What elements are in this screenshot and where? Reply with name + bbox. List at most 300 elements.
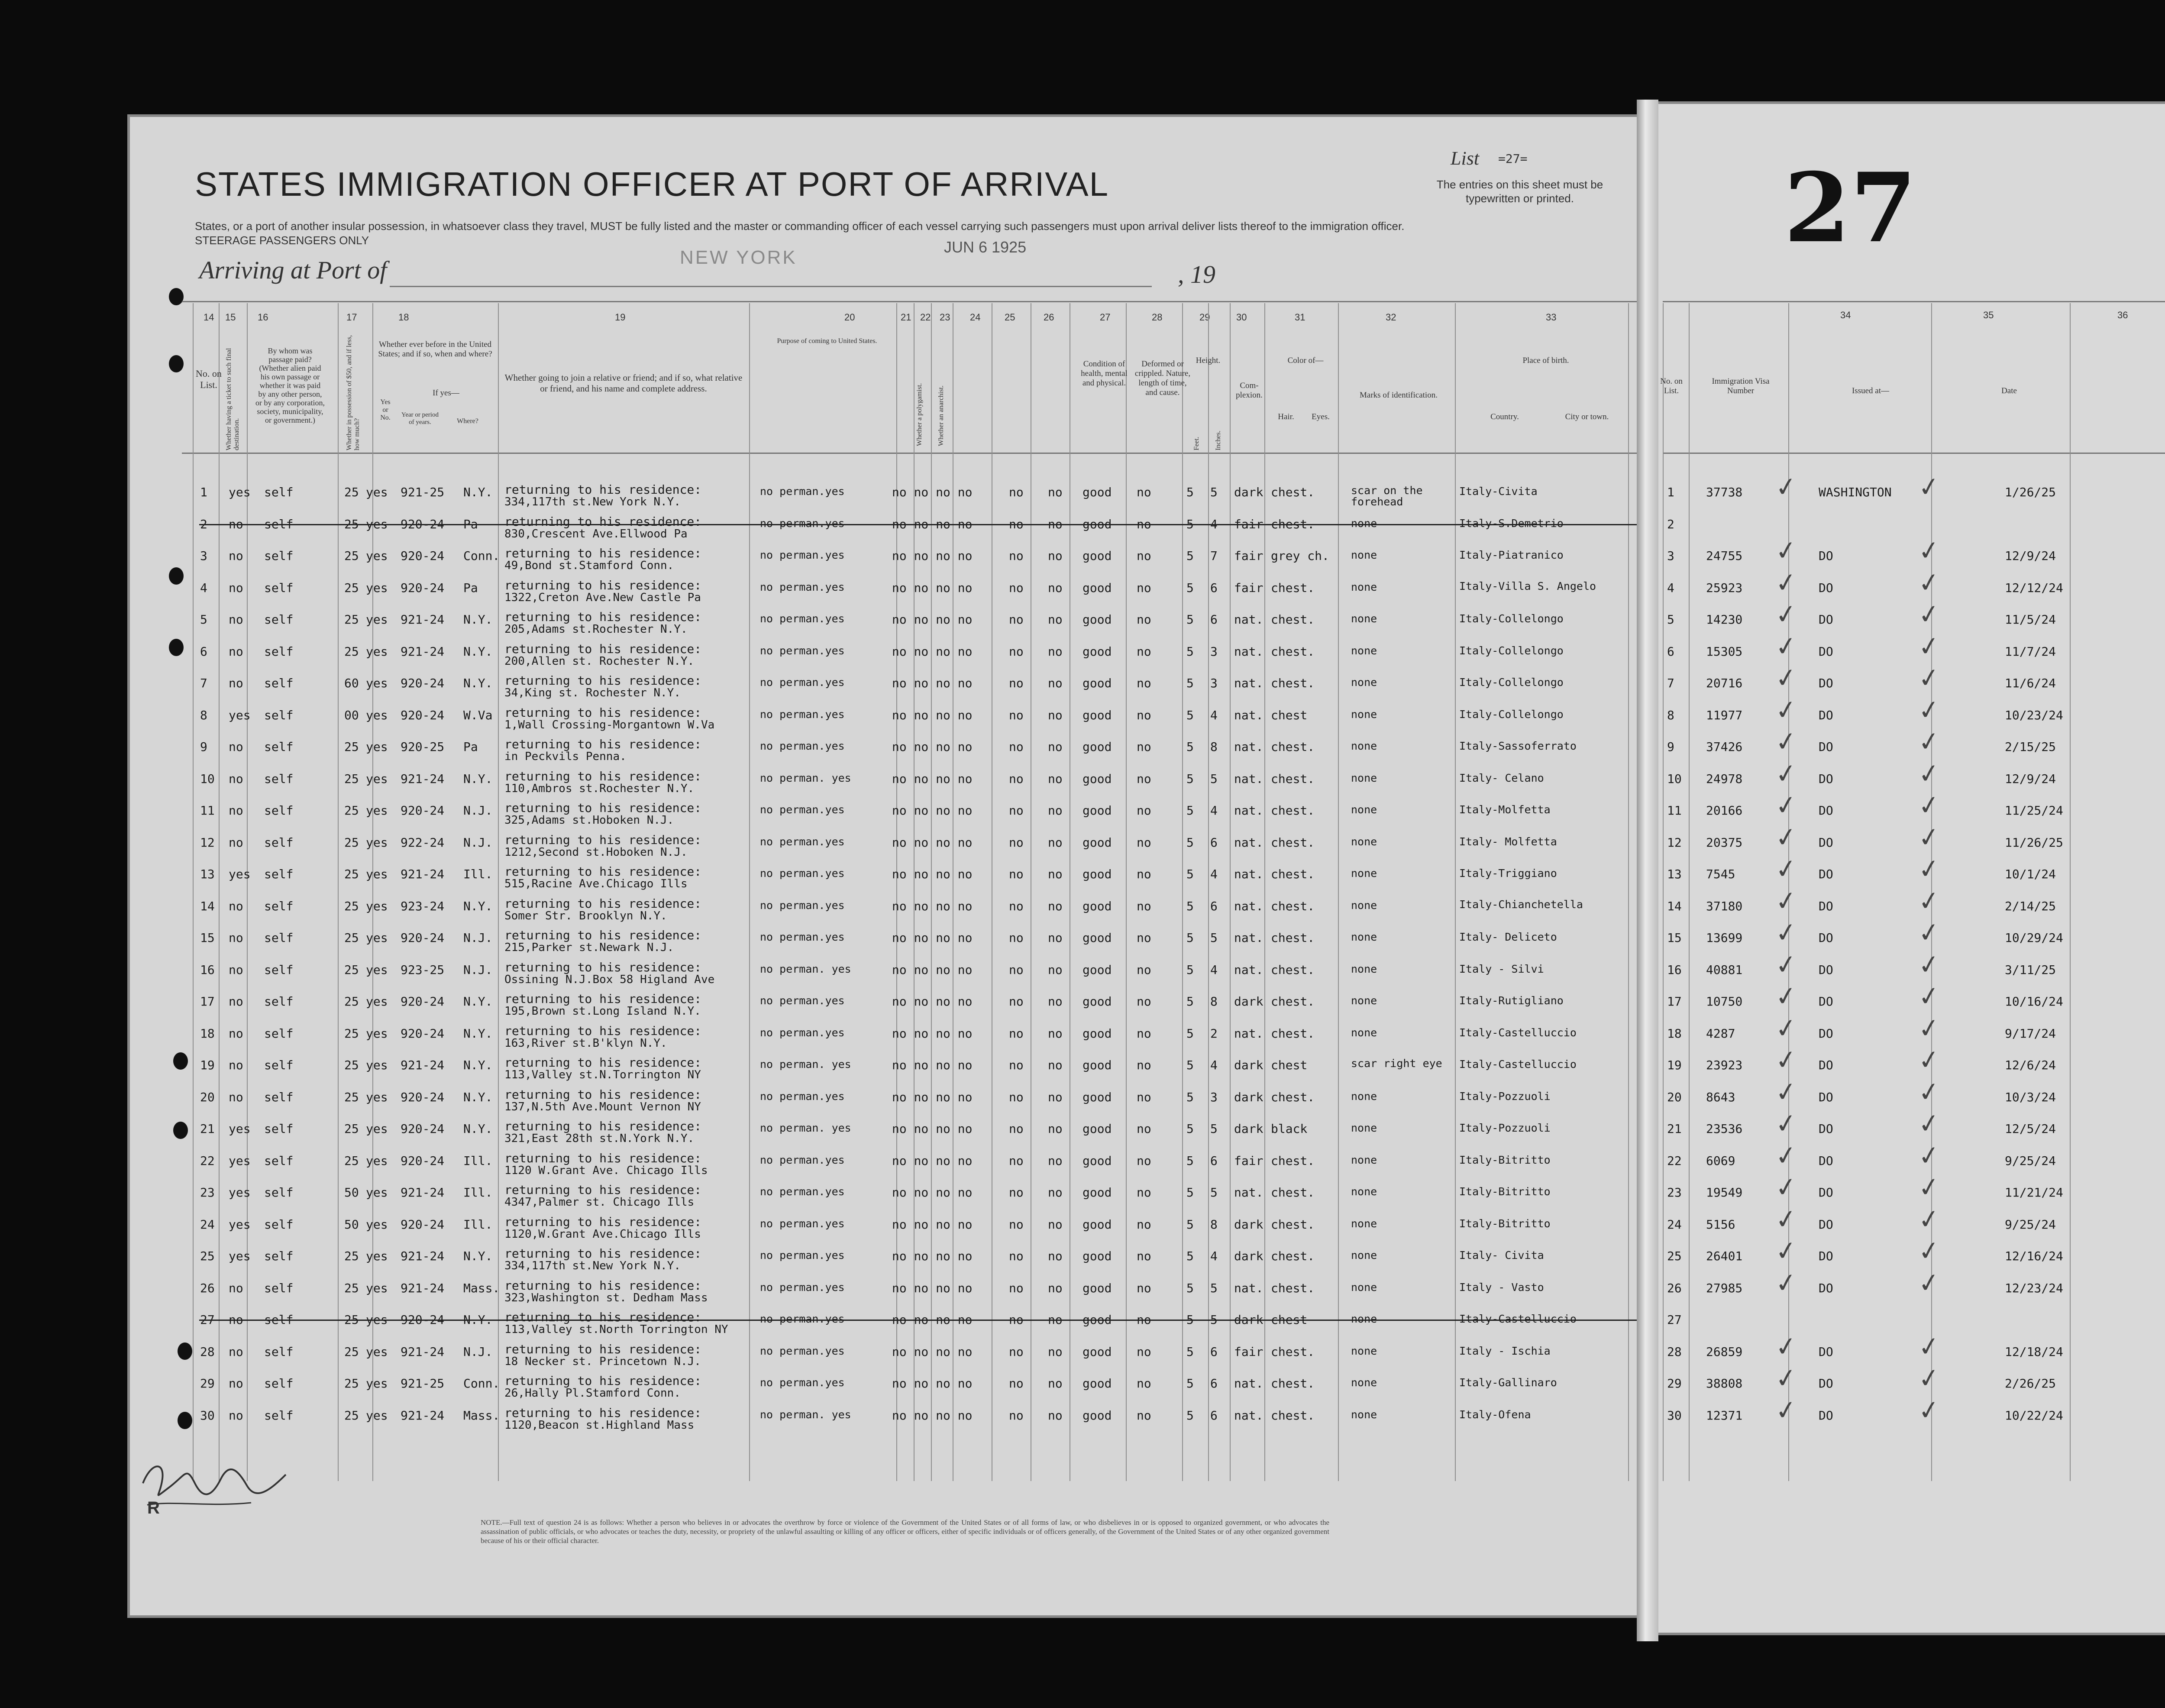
cell-c25: no	[1009, 1122, 1024, 1136]
cell-where: N.Y.	[463, 1026, 493, 1041]
cell-birth: Italy- Deliceto	[1459, 931, 1557, 943]
check-mark-icon: ✓	[1916, 1266, 1942, 1300]
check-mark-icon: ✓	[1916, 980, 1942, 1013]
cell-years: 921-24	[401, 1345, 445, 1359]
cell-c25: no	[1009, 835, 1024, 850]
cell-visa: 24755	[1706, 549, 1743, 563]
cell-years: 922-24	[401, 835, 445, 850]
cell-inches: 6	[1210, 1376, 1218, 1391]
cell-issued: DO	[1819, 1026, 1833, 1041]
cell-before: yes	[366, 1217, 388, 1232]
address-line-1: returning to his residence:	[504, 992, 702, 1006]
cell-money: 25	[344, 1026, 359, 1041]
check-mark-icon: ✓	[1773, 1139, 1799, 1173]
cell-birth: Italy- Civita	[1459, 1249, 1544, 1262]
cell-marks: none	[1351, 931, 1377, 943]
header-rule-right	[1663, 301, 2165, 302]
cell-rn: 27	[1667, 1313, 1682, 1327]
entries-note: The entries on this sheet must be typewritten or printed.	[1436, 178, 1603, 205]
cell-money: 25	[344, 772, 359, 786]
cell-health: good	[1082, 1090, 1112, 1104]
cell-paid: self	[264, 485, 294, 499]
cell-health: good	[1082, 803, 1112, 818]
address-line-2: 1,Wall Crossing-Morgantown W.Va	[504, 718, 715, 731]
cell-birth: Italy-Castelluccio	[1459, 1026, 1577, 1039]
header-date: Date	[2001, 386, 2017, 395]
cell-inches: 6	[1210, 899, 1218, 913]
cell-feet: 5	[1186, 835, 1194, 850]
cell-money: 50	[344, 1185, 359, 1200]
address-line-2: 26,Hally Pl.Stamford Conn.	[504, 1387, 681, 1400]
cell-deformed: no	[1137, 1313, 1151, 1327]
cell-inches: 6	[1210, 835, 1218, 850]
cell-birth: Italy-Collelongo	[1459, 676, 1564, 689]
cell-years: 921-24	[401, 1281, 445, 1295]
cell-c26: no	[1048, 1408, 1063, 1423]
address-line-1: returning to his residence:	[504, 1055, 702, 1070]
cell-purpose: no perman.yes	[760, 581, 845, 593]
address-line-1: returning to his residence:	[504, 1119, 702, 1133]
cell-before: yes	[366, 1122, 388, 1136]
cell-purpose: no perman.yes	[760, 994, 845, 1007]
page-subtitle: States, or a port of another insular possession, in whatsoever class they travel, MUST be fully listed and the master or commanding officer of each vessel carrying such passengers must upon arrival deliver lists thereof to the immigration officer.	[195, 220, 1405, 233]
check-mark-icon: ✓	[1773, 1362, 1799, 1395]
cell-n: 15	[200, 931, 215, 945]
cell-c26: no	[1048, 772, 1063, 786]
cell-complexion: fair	[1234, 517, 1263, 531]
address-line-2: 205,Adams st.Rochester N.Y.	[504, 623, 688, 636]
cell-feet: 5	[1186, 612, 1194, 627]
address-line-2: 18 Necker st. Princetown N.J.	[504, 1355, 701, 1368]
cell-complexion: nat.	[1234, 1376, 1263, 1391]
table-row	[0, 821, 2165, 867]
cell-feet: 5	[1186, 1026, 1194, 1041]
address-line-2: 1212,Second st.Hoboken N.J.	[504, 846, 688, 859]
cell-purpose: no perman.yes	[760, 1185, 845, 1198]
address-line-1: returning to his residence:	[504, 482, 702, 497]
cell-n: 19	[200, 1058, 215, 1072]
cell-date: 11/6/24	[2005, 676, 2056, 690]
cell-c25: no	[1009, 1185, 1024, 1200]
footnote: NOTE.—Full text of question 24 is as follows: Whether a person who believes in or advocates the overthrow by force or violence of the Government of the United States or of all forms of law, or who disbelieves in or is opposed to organized government, or who advocates the assassination of public officials, or who advocates or teaches the duty, necessity, or propriety of the unlawful assaulting or killing of any officer or officers, either of specific individuals or of officers generally, of the Government of the United States or of any other organized government because of his or their official character.	[481, 1518, 1329, 1545]
cell-n: 11	[200, 803, 215, 818]
cell-paid: self	[264, 803, 294, 818]
address-line-2: 323,Washington st. Dedham Mass	[504, 1291, 708, 1304]
cell-date: 9/25/24	[2005, 1217, 2056, 1232]
cell-inches: 4	[1210, 708, 1218, 722]
cell-years: 921-25	[401, 1376, 445, 1391]
cell-c26: no	[1048, 1058, 1063, 1072]
cell-before: yes	[366, 1058, 388, 1072]
cell-purpose: no perman.yes	[760, 1376, 845, 1389]
table-row	[0, 514, 2165, 548]
cell-rn: 8	[1667, 708, 1674, 722]
cell-feet: 5	[1186, 994, 1194, 1009]
cell-c26: no	[1048, 1154, 1063, 1168]
cell-deformed: no	[1137, 1249, 1151, 1263]
cell-complexion: nat.	[1234, 867, 1263, 881]
table-row	[0, 757, 2165, 803]
cell-marks: scar right eye	[1351, 1057, 1442, 1070]
cell-feet: 5	[1186, 1185, 1194, 1200]
address-line-1: returning to his residence:	[504, 705, 702, 720]
cell-birth: Italy - Vasto	[1459, 1281, 1544, 1294]
cell-visa: 27985	[1706, 1281, 1743, 1295]
cell-before: yes	[366, 867, 388, 881]
cell-paid: self	[264, 517, 294, 531]
cell-purpose: no perman.yes	[760, 1026, 845, 1039]
punch-hole	[169, 355, 184, 372]
cell-hair-eyes: chest	[1271, 1313, 1308, 1327]
cell-issued: DO	[1819, 1281, 1833, 1295]
cell-date: 12/9/24	[2005, 772, 2056, 786]
cell-inches: 3	[1210, 1090, 1218, 1104]
cell-years: 923-25	[401, 963, 445, 977]
cell-c25: no	[1009, 1058, 1024, 1072]
cell-years: 920-25	[401, 740, 445, 754]
cell-where: N.Y.	[463, 772, 493, 786]
cell-before: yes	[366, 644, 388, 659]
cell-c26: no	[1048, 708, 1063, 722]
cell-feet: 5	[1186, 485, 1194, 499]
cell-years: 920-24	[401, 1122, 445, 1136]
cell-paid: self	[264, 835, 294, 850]
cell-n: 9	[200, 740, 207, 754]
cell-complexion: dark	[1234, 994, 1263, 1009]
cell-rn: 6	[1667, 644, 1674, 659]
cell-rn: 4	[1667, 581, 1674, 595]
cell-visa: 4287	[1706, 1026, 1735, 1041]
check-mark-icon: ✓	[1916, 725, 1942, 759]
cell-years: 920-24	[401, 803, 445, 818]
cell-inches: 6	[1210, 612, 1218, 627]
cell-n: 5	[200, 612, 207, 627]
cell-feet: 5	[1186, 1154, 1194, 1168]
cell-rn: 28	[1667, 1345, 1682, 1359]
cell-answers: no no no no	[892, 1090, 973, 1104]
cell-issued: DO	[1819, 1122, 1833, 1136]
cell-n: 14	[200, 899, 215, 913]
cell-c25: no	[1009, 1090, 1024, 1104]
check-mark-icon: ✓	[1773, 1107, 1799, 1141]
cell-date: 10/23/24	[2005, 708, 2063, 722]
cell-inches: 3	[1210, 676, 1218, 690]
cell-before: yes	[366, 581, 388, 595]
column-number: 25	[1005, 312, 1015, 323]
cell-complexion: nat.	[1234, 931, 1263, 945]
cell-complexion: nat.	[1234, 899, 1263, 913]
cell-c25: no	[1009, 931, 1024, 945]
cell-issued: DO	[1819, 1058, 1833, 1072]
cell-where: Pa	[463, 740, 478, 754]
cell-visa: 26859	[1706, 1345, 1743, 1359]
table-row	[0, 470, 2165, 516]
cell-paid: self	[264, 708, 294, 722]
cell-complexion: nat.	[1234, 676, 1263, 690]
header-city: City or town.	[1565, 412, 1609, 421]
check-mark-icon: ✓	[1916, 1203, 1942, 1236]
cell-health: good	[1082, 708, 1112, 722]
address-line-2: 215,Parker st.Newark N.J.	[504, 941, 674, 954]
cell-deformed: no	[1137, 612, 1151, 627]
address-line-1: returning to his residence:	[504, 896, 702, 911]
header-place-of-birth: Place of birth.	[1522, 356, 1569, 365]
cell-n: 26	[200, 1281, 215, 1295]
cell-birth: Italy-Civita	[1459, 485, 1538, 498]
cell-complexion: fair	[1234, 549, 1263, 563]
cell-c26: no	[1048, 1313, 1063, 1327]
cell-deformed: no	[1137, 1185, 1151, 1200]
cell-money: 25	[344, 1122, 359, 1136]
cell-c26: no	[1048, 1090, 1063, 1104]
cell-ticket: no	[229, 549, 243, 563]
cell-purpose: no perman.yes	[760, 549, 845, 561]
cell-money: 25	[344, 1249, 359, 1263]
cell-c25: no	[1009, 867, 1024, 881]
cell-hair-eyes: grey ch.	[1271, 549, 1329, 563]
list-value: =27=	[1498, 152, 1528, 166]
cell-years: 920-24	[401, 549, 445, 563]
cell-answers: no no no no	[892, 581, 973, 595]
cell-complexion: nat.	[1234, 612, 1263, 627]
cell-marks: none	[1351, 835, 1377, 848]
cell-answers: no no no no	[892, 963, 973, 977]
cell-c25: no	[1009, 676, 1024, 690]
cell-paid: self	[264, 899, 294, 913]
check-mark-icon: ✓	[1916, 661, 1942, 695]
cell-ticket: no	[229, 1058, 243, 1072]
cell-feet: 5	[1186, 644, 1194, 659]
cell-feet: 5	[1186, 1122, 1194, 1136]
cell-money: 25	[344, 1281, 359, 1295]
header-anarchist: Whether an anarchist.	[937, 385, 945, 446]
cell-before: yes	[366, 1408, 388, 1423]
cell-years: 920-24	[401, 1090, 445, 1104]
cell-money: 25	[344, 1408, 359, 1423]
cell-marks: none	[1351, 899, 1377, 912]
cell-feet: 5	[1186, 1249, 1194, 1263]
cell-health: good	[1082, 835, 1112, 850]
address-line-1: returning to his residence:	[504, 1374, 702, 1388]
cell-issued: DO	[1819, 899, 1833, 913]
cell-c25: no	[1009, 581, 1024, 595]
table-row	[0, 693, 2165, 739]
cell-health: good	[1082, 517, 1112, 531]
cell-marks: none	[1351, 1122, 1377, 1134]
cell-visa: 38808	[1706, 1376, 1743, 1391]
cell-deformed: no	[1137, 772, 1151, 786]
cell-visa: 20716	[1706, 676, 1743, 690]
cell-issued: DO	[1819, 1376, 1833, 1391]
cell-rn: 21	[1667, 1122, 1682, 1136]
cell-date: 10/3/24	[2005, 1090, 2056, 1104]
cell-answers: no no no no	[892, 835, 973, 850]
cell-date: 2/14/25	[2005, 899, 2056, 913]
cell-before: yes	[366, 1026, 388, 1041]
cell-years: 920-24	[401, 1217, 445, 1232]
cell-issued: DO	[1819, 612, 1833, 627]
cell-date: 11/21/24	[2005, 1185, 2063, 1200]
cell-c25: no	[1009, 1313, 1024, 1327]
cell-money: 25	[344, 1058, 359, 1072]
address-line-1: returning to his residence:	[504, 960, 702, 974]
cell-complexion: nat.	[1234, 644, 1263, 659]
cell-c25: no	[1009, 772, 1024, 786]
cell-paid: self	[264, 740, 294, 754]
cell-ticket: yes	[229, 1154, 251, 1168]
cell-where: Ill.	[463, 1154, 493, 1168]
table-row	[0, 1139, 2165, 1185]
check-mark-icon: ✓	[1916, 470, 1942, 504]
cell-marks: none	[1351, 1281, 1377, 1294]
cell-answers: no no no no	[892, 1281, 973, 1295]
cell-inches: 4	[1210, 1249, 1218, 1263]
cell-rn: 5	[1667, 612, 1674, 627]
cell-feet: 5	[1186, 1313, 1194, 1327]
check-mark-icon: ✓	[1773, 598, 1799, 631]
cell-issued: DO	[1819, 867, 1833, 881]
cell-before: yes	[366, 708, 388, 722]
cell-complexion: nat.	[1234, 1281, 1263, 1295]
cell-birth: Italy-Molfetta	[1459, 803, 1551, 816]
cell-inches: 5	[1210, 1313, 1218, 1327]
cell-issued: DO	[1819, 835, 1833, 850]
cell-rn: 3	[1667, 549, 1674, 563]
cell-purpose: no perman.yes	[760, 708, 845, 721]
check-mark-icon: ✓	[1773, 693, 1799, 727]
cell-money: 25	[344, 1345, 359, 1359]
cell-paid: self	[264, 1345, 294, 1359]
cell-n: 2	[200, 517, 207, 531]
cell-deformed: no	[1137, 1026, 1151, 1041]
cell-c26: no	[1048, 644, 1063, 659]
cell-money: 25	[344, 517, 359, 531]
column-number: 26	[1044, 312, 1054, 323]
cell-n: 10	[200, 772, 215, 786]
cell-ticket: no	[229, 1376, 243, 1391]
column-number: 33	[1546, 312, 1557, 323]
cell-c25: no	[1009, 963, 1024, 977]
cell-years: 921-24	[401, 1249, 445, 1263]
address-line-2: 515,Racine Ave.Chicago Ills	[504, 877, 688, 890]
check-mark-icon: ✓	[1773, 470, 1799, 504]
cell-health: good	[1082, 772, 1112, 786]
cell-money: 25	[344, 485, 359, 499]
cell-c26: no	[1048, 1345, 1063, 1359]
address-line-1: returning to his residence:	[504, 642, 702, 656]
cell-inches: 2	[1210, 1026, 1218, 1041]
cell-health: good	[1082, 899, 1112, 913]
address-line-2: 200,Allen st. Rochester N.Y.	[504, 655, 695, 668]
cell-c25: no	[1009, 1154, 1024, 1168]
cell-money: 25	[344, 931, 359, 945]
cell-hair-eyes: chest.	[1271, 581, 1315, 595]
cell-n: 4	[200, 581, 207, 595]
header-bottom-rule-right	[1663, 453, 2165, 454]
cell-n: 17	[200, 994, 215, 1009]
cell-answers: no no no no	[892, 517, 973, 531]
table-row	[0, 789, 2165, 835]
cell-birth: Italy-Sassoferrato	[1459, 740, 1577, 752]
cell-inches: 5	[1210, 485, 1218, 499]
cell-complexion: dark	[1234, 1122, 1263, 1136]
cell-years: 920-24	[401, 581, 445, 595]
cell-rn: 19	[1667, 1058, 1682, 1072]
cell-paid: self	[264, 1249, 294, 1263]
cell-years: 923-24	[401, 899, 445, 913]
cell-purpose: no perman. yes	[760, 772, 851, 784]
cell-hair-eyes: chest.	[1271, 676, 1315, 690]
cell-where: N.Y.	[463, 1058, 493, 1072]
column-number: 22	[920, 312, 931, 323]
cell-years: 920-24	[401, 1154, 445, 1168]
check-mark-icon: ✓	[1916, 789, 1942, 822]
table-row	[0, 884, 2165, 930]
address-line-2: 830,Crescent Ave.Ellwood Pa	[504, 527, 688, 540]
date-stamp: JUN 6 1925	[944, 238, 1027, 256]
cell-years: 921-25	[401, 485, 445, 499]
check-mark-icon: ✓	[1773, 630, 1799, 663]
cell-health: good	[1082, 1313, 1112, 1327]
cell-deformed: no	[1137, 1154, 1151, 1168]
cell-deformed: no	[1137, 676, 1151, 690]
list-label: List	[1451, 148, 1480, 169]
header-height: Height.	[1196, 356, 1221, 365]
cell-birth: Italy-Rutigliano	[1459, 994, 1564, 1007]
sheet-number: 27	[1784, 152, 1917, 264]
check-mark-icon: ✓	[1916, 1107, 1942, 1141]
port-stamp: NEW YORK	[680, 247, 797, 268]
cell-before: yes	[366, 803, 388, 818]
cell-issued: DO	[1819, 803, 1833, 818]
check-mark-icon: ✓	[1916, 821, 1942, 854]
cell-n: 24	[200, 1217, 215, 1232]
cell-complexion: nat.	[1234, 963, 1263, 977]
cell-purpose: no perman.yes	[760, 676, 845, 689]
cell-paid: self	[264, 1217, 294, 1232]
cell-birth: Italy-Collelongo	[1459, 708, 1564, 721]
cell-paid: self	[264, 1090, 294, 1104]
cell-n: 22	[200, 1154, 215, 1168]
cell-issued: WASHINGTON	[1819, 485, 1892, 499]
cell-before: yes	[366, 1313, 388, 1327]
table-row	[0, 725, 2165, 771]
cell-where: W.Va	[463, 708, 493, 722]
cell-inches: 5	[1210, 1122, 1218, 1136]
table-row	[0, 1107, 2165, 1153]
cell-date: 12/16/24	[2005, 1249, 2063, 1263]
column-number: 24	[970, 312, 981, 323]
cell-n: 29	[200, 1376, 215, 1391]
cell-feet: 5	[1186, 1376, 1194, 1391]
cell-ticket: no	[229, 1345, 243, 1359]
cell-c26: no	[1048, 740, 1063, 754]
cell-inches: 8	[1210, 994, 1218, 1009]
cell-before: yes	[366, 549, 388, 563]
cell-c25: no	[1009, 740, 1024, 754]
header-money: Whether in possession of $50, and if less, how much?	[346, 335, 361, 450]
cell-deformed: no	[1137, 1122, 1151, 1136]
cell-marks: none	[1351, 581, 1377, 593]
cell-ticket: no	[229, 517, 243, 531]
address-line-2: 34,King st. Rochester N.Y.	[504, 686, 681, 699]
check-mark-icon: ✓	[1773, 948, 1799, 982]
cell-c25: no	[1009, 517, 1024, 531]
cell-c26: no	[1048, 612, 1063, 627]
cell-years: 921-24	[401, 1408, 445, 1423]
check-mark-icon: ✓	[1916, 566, 1942, 600]
cell-ticket: yes	[229, 485, 251, 499]
